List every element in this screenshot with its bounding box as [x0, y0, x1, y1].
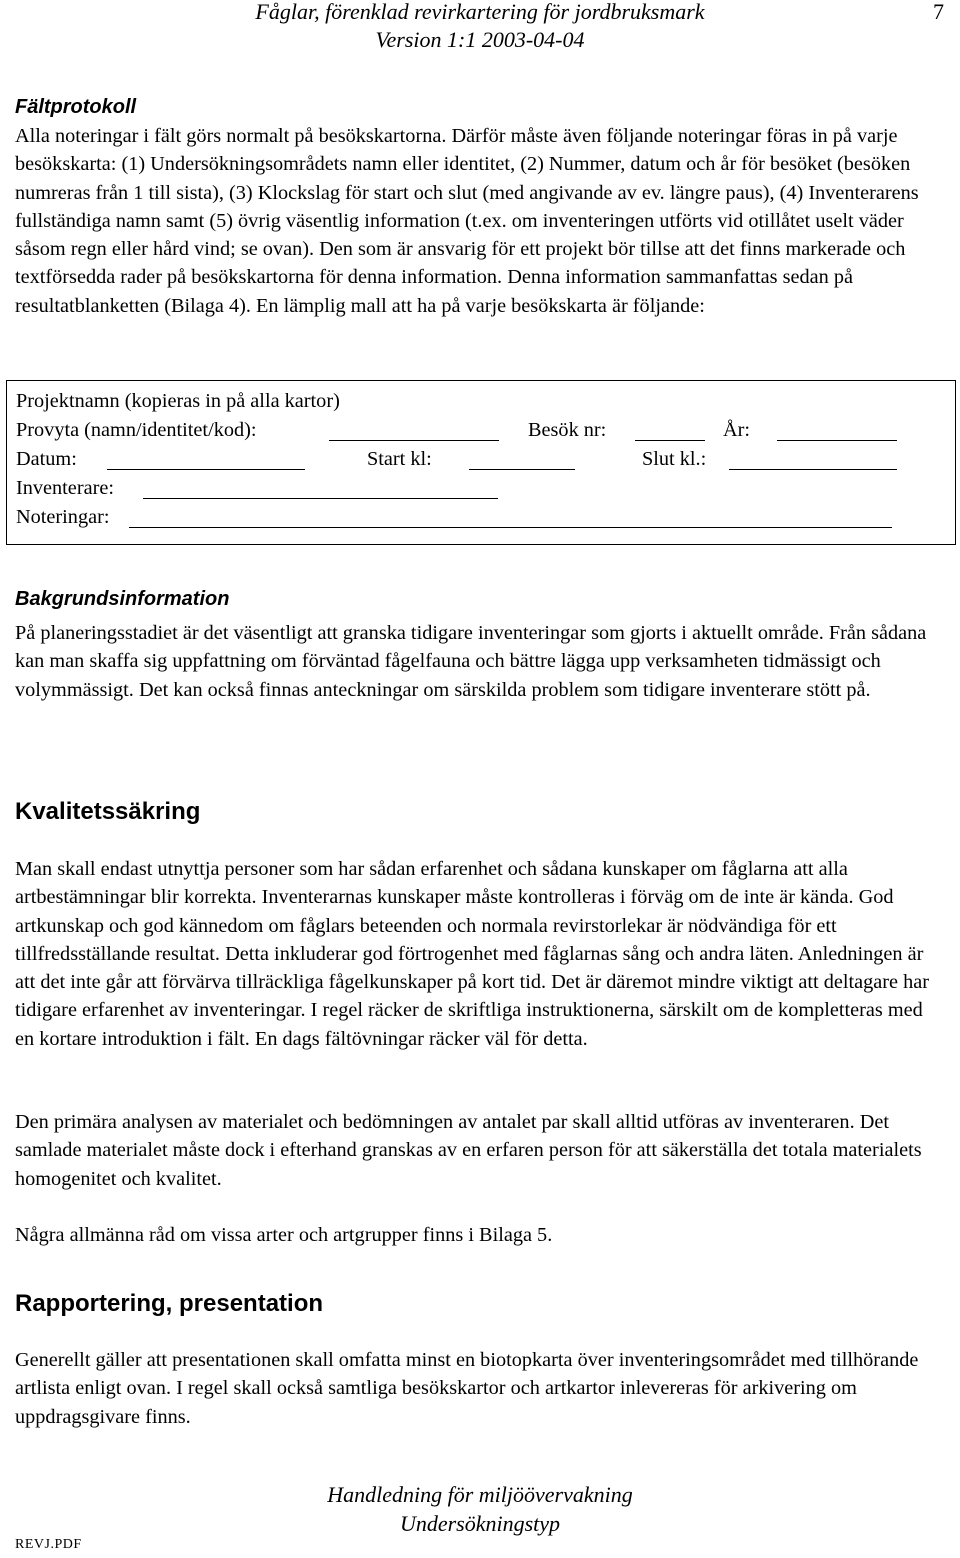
running-header-version: Version 1:1 2003-04-04	[375, 27, 585, 52]
template-start-label: Start kl:	[367, 448, 432, 470]
template-surveyor-label: Inventerare:	[16, 477, 114, 499]
template-plot-line	[329, 440, 499, 441]
template-end-line	[729, 469, 897, 470]
template-plot-label: Provyta (namn/identitet/kod):	[16, 419, 257, 441]
visit-map-template-box	[6, 380, 956, 545]
heading-faltprotokoll: Fältprotokoll	[15, 96, 137, 118]
template-visit-no-label: Besök nr:	[528, 419, 607, 441]
template-notes-label: Noteringar:	[16, 506, 110, 528]
template-year-line	[777, 440, 897, 441]
heading-rapportering: Rapportering, presentation	[15, 1290, 324, 1317]
heading-bakgrund: Bakgrundsinformation	[15, 588, 230, 610]
paragraph-rapportering: Generellt gäller att presentationen skall omfatta minst en biotopkarta över inventeringsområdet med tillhörande artlista enligt ovan. I regel skall också samtliga besökskartor och artkartor inlevereras för arkivering om uppdragsgivare finns.	[15, 1349, 919, 1428]
paragraph-kvalitet-3: Några allmänna råd om vissa arter och artgrupper finns i Bilaga 5.	[15, 1224, 553, 1246]
template-surveyor-line	[143, 498, 498, 499]
page-number: 7	[933, 0, 944, 24]
footer-survey-type: Undersökningstyp	[399, 1511, 561, 1536]
paragraph-kvalitet-2: Den primära analysen av materialet och bedömningen av antalet par skall alltid utföras av inventeraren. Det samlade materialet måste dock i efterhand granskas av en erfaren person för att säkerställa det totala materialets homogenitet och kvalitet.	[15, 1111, 922, 1190]
template-start-line	[469, 469, 575, 470]
template-year-label: År:	[723, 419, 751, 441]
template-date-line	[107, 469, 305, 470]
paragraph-bakgrund: På planeringsstadiet är det väsentligt att granska tidigare inventeringar som gjorts i aktuellt område. Från sådana kan man skaffa sig uppfattning om förväntad fågelfauna och bättre lägga upp verksamheten tidmässigt och volymmässigt. Det kan också finnas anteckningar om särskilda problem som tidigare inventerare stött på.	[15, 622, 927, 701]
footer-handbook-title: Handledning för miljöövervakning	[327, 1482, 633, 1507]
heading-kvalitet: Kvalitetssäkring	[15, 798, 201, 825]
running-header-title: Fåglar, förenklad revirkartering för jordbruksmark	[255, 0, 705, 24]
paragraph-faltprotokoll: Alla noteringar i fält görs normalt på besökskartorna. Därför måste även följande noteringar föras in på varje besökskarta: (1) Undersökningsområdets namn eller identitet, (2) Nummer, datum och år för besöket (besöken numreras från 1 till sista), (3) Klockslag för start och slut (med angivande av ev. längre paus), (4) Inventerarens fullständiga namn samt (5) övrig väsentlig information (t.ex. om inventeringen utförts vid otillåtet uselt väder såsom regn eller hård vind; se ovan). Den som är ansvarig för ett projekt bör tillse att det finns markerade och textförsedda rader på besökskartorna för denna information. Denna information sammanfattas sedan på resultatblanketten (Bilaga 4). En lämplig mall att ha på varje besökskarta är följande:	[15, 125, 919, 317]
paragraph-kvalitet-1: Man skall endast utnyttja personer som har sådan erfarenhet och sådana kunskaper om fåglarna att alla artbestämningar blir korrekta. Inventerarnas kunskaper måste kontrolleras i förväg om de inte är kända. God artkunskap och god kännedom om fåglars beteenden och normala revirstorlekar är nödvändiga för ett tillfredsställande resultat. Detta inkluderar god förtrogenhet med fåglarnas sång och andra läten. Anledningen är att det inte går att förvärva tillräckliga fågelkunskaper på kort tid. Det är däremot mindre viktigt att deltagare har tidigare erfarenhet av inventeringar. I regel räcker de skriftliga instruktionerna, särskilt om de kompletteras med en kortare introduktion i fält. En dags fältövningar räcker väl för detta.	[15, 858, 929, 1050]
template-project-label: Projektnamn (kopieras in på alla kartor)	[16, 390, 340, 412]
template-notes-line	[129, 527, 892, 528]
template-visit-no-line	[635, 440, 705, 441]
template-date-label: Datum:	[16, 448, 77, 470]
footer-filename: REVJ.PDF	[15, 1537, 82, 1552]
template-end-label: Slut kl.:	[642, 448, 707, 470]
